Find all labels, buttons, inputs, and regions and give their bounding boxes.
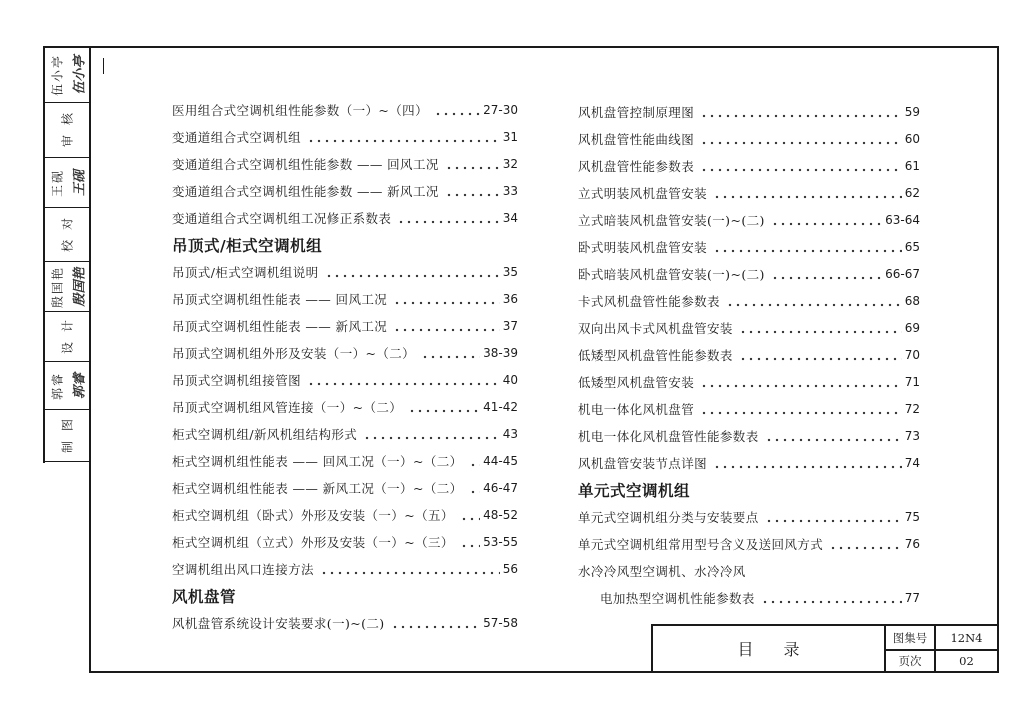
toc-entry (172, 474, 518, 501)
toc-entry-page: 69 (904, 320, 920, 335)
toc-entry (172, 150, 518, 177)
toc-entry (172, 96, 518, 123)
toc-entry-title: 变通道组合式空调机组 (172, 129, 302, 145)
dot-leader (469, 454, 481, 467)
toc-entry-page: 27-30 (483, 102, 518, 117)
toc-entry-page: 73 (904, 428, 920, 443)
toc-entry-title: 吊顶式空调机组性能表 —— 新风工况 (172, 318, 388, 334)
toc-entry (578, 368, 920, 395)
atlas-number-label: 图集号 (892, 630, 928, 645)
toc-entry (578, 260, 920, 287)
toc-entry-title: 医用组合式空调机组性能参数（一）~（四） (172, 102, 428, 118)
toc-entry-page: 74 (904, 455, 920, 470)
signer-name: 殷国艳 (50, 265, 65, 308)
toc-entry (578, 584, 920, 611)
atlas-number: 12N4 (950, 630, 983, 645)
toc-entry-title: 变通道组合式空调机组性能参数 —— 新风工况 (172, 183, 439, 199)
toc-entry-page: 75 (904, 509, 920, 524)
dot-leader (739, 348, 902, 361)
dot-leader (713, 240, 902, 253)
dot-leader (393, 292, 500, 305)
toc-entry-page: 76 (904, 536, 920, 551)
toc-entry-title: 吊顶式空调机组外形及安装（一）~（二） (172, 345, 416, 361)
toc-entry (172, 285, 518, 312)
frame-top-border (43, 46, 999, 48)
toc-left-column (172, 96, 518, 636)
toc-entry (578, 530, 920, 557)
toc-entry-page: 33 (502, 183, 518, 198)
toc-entry-title: 吊顶式/柜式空调机组说明 (172, 264, 319, 280)
toc-entry-page: 66-67 (885, 266, 920, 281)
toc-entry-title: 空调机组出风口连接方法 (172, 561, 314, 577)
toc-entry-title: 单元式空调机组分类与安装要点 (578, 509, 759, 525)
toc-entry (172, 393, 518, 420)
dot-leader (421, 346, 480, 359)
role-cell (44, 103, 90, 158)
toc-entry-page: 77 (904, 590, 920, 605)
toc-entry-page: 59 (904, 104, 920, 119)
dot-leader (771, 213, 882, 226)
toc-entry (578, 341, 920, 368)
dot-leader (445, 157, 500, 170)
toc-entry-title: 卡式风机盘管性能参数表 (578, 293, 720, 309)
toc-entry-page: 44-45 (483, 453, 518, 468)
dot-leader (307, 130, 500, 143)
toc-entry-title: 机电一体化风机盘管 (578, 401, 695, 417)
toc-entry (578, 422, 920, 449)
toc-entry (578, 449, 920, 476)
toc-entry-title: 柜式空调机组性能表 —— 回风工况（一）~（二） (172, 453, 463, 469)
toc-entry-page: 34 (502, 210, 518, 225)
toc-entry (578, 179, 920, 206)
toc-entry-title: 柜式空调机组性能表 —— 新风工况（一）~（二） (172, 480, 463, 496)
toc-entry-title: 风机盘管性能曲线图 (578, 131, 695, 147)
toc-entry-page: 43 (502, 426, 518, 441)
toc-entry-page: 71 (904, 374, 920, 389)
toc-entry-page: 62 (904, 185, 920, 200)
toc-entry (172, 177, 518, 204)
signature-cell (44, 47, 90, 103)
corner-mark (103, 58, 104, 74)
dot-leader (726, 294, 902, 307)
toc-entry-page: 46-47 (483, 480, 518, 495)
toc-entry-title: 低矮型风机盘管性能参数表 (578, 347, 733, 363)
dot-leader (700, 159, 902, 172)
toc-entry-title: 卧式明装风机盘管安装 (578, 239, 708, 255)
toc-entry (172, 339, 518, 366)
handwritten-signature: 郭睿 (72, 372, 88, 399)
signer-name: 郭睿 (50, 371, 65, 400)
toc-section-heading: 风机盘管 (172, 587, 237, 606)
dot-leader (700, 375, 902, 388)
toc-entry-title: 机电一体化风机盘管性能参数表 (578, 428, 759, 444)
dot-leader (713, 186, 902, 199)
handwritten-signature: 王砚 (72, 169, 88, 196)
toc-entry (172, 258, 518, 285)
toc-entry-page: 38-39 (483, 345, 518, 360)
signer-name: 伍小亭 (50, 53, 65, 96)
dot-leader (408, 400, 480, 413)
frame-bottom-border (89, 671, 999, 673)
toc-entry (578, 125, 920, 152)
frame-right-border (997, 46, 999, 673)
dot-leader (460, 508, 480, 521)
toc-entry-title: 吊顶式空调机组风管连接（一）~（二） (172, 399, 403, 415)
toc-entry-page: 57-58 (483, 615, 518, 630)
toc-entry-title: 立式暗装风机盘管安装(一)~(二) (578, 212, 765, 228)
handwritten-signature: 殷国艳 (72, 266, 88, 307)
signature-cell (44, 362, 90, 410)
toc-section-heading: 吊顶式/柜式空调机组 (172, 236, 323, 255)
toc-entry-page: 70 (904, 347, 920, 362)
toc-entry-page: 60 (904, 131, 920, 146)
toc-entry (578, 503, 920, 530)
dot-leader (761, 591, 902, 604)
toc-entry-title: 变通道组合式空调机组工况修正系数表 (172, 210, 392, 226)
toc-entry (578, 152, 920, 179)
toc-entry-title: 变通道组合式空调机组性能参数 —— 回风工况 (172, 156, 439, 172)
dot-leader (739, 321, 902, 334)
toc-entry (172, 528, 518, 555)
dot-leader (700, 132, 902, 145)
dot-leader (460, 535, 480, 548)
toc-entry-title: 吊顶式空调机组接管图 (172, 372, 302, 388)
toc-entry (578, 206, 920, 233)
toc-entry (172, 447, 518, 474)
dot-leader (771, 267, 882, 280)
dot-leader (765, 510, 902, 523)
toc-entry (578, 395, 920, 422)
toc-entry (172, 501, 518, 528)
toc-entry (578, 98, 920, 125)
toc-entry (172, 312, 518, 339)
toc-entry-title: 风机盘管系统设计安装要求(一)~(二) (172, 615, 385, 631)
toc-entry (172, 609, 518, 636)
toc-entry-title: 柜式空调机组/新风机组结构形式 (172, 426, 358, 442)
toc-entry-page: 48-52 (483, 507, 518, 522)
toc-entry-page: 40 (502, 372, 518, 387)
toc-entry (578, 233, 920, 260)
toc-entry-page: 41-42 (483, 399, 518, 414)
dot-leader (307, 373, 500, 386)
toc-entry-page: 35 (502, 264, 518, 279)
role-cell (44, 208, 90, 262)
toc-entry-title: 电加热型空调机性能参数表 (600, 590, 755, 606)
toc-entry (172, 420, 518, 447)
toc-entry-page: 36 (502, 291, 518, 306)
page-number: 02 (959, 654, 974, 668)
role-cell (44, 309, 90, 362)
dot-leader (445, 184, 500, 197)
dot-leader (325, 265, 500, 278)
dot-leader (469, 481, 481, 494)
dot-leader (434, 103, 480, 116)
toc-entry-title: 水冷冷风型空调机、水冷冷风 (578, 563, 746, 579)
role-label: 制图 (60, 408, 75, 453)
toc-entry-page: 63-64 (885, 212, 920, 227)
role-label: 校对 (60, 207, 75, 252)
toc-section-heading: 单元式空调机组 (578, 481, 691, 500)
toc-entry-continued (578, 557, 920, 584)
toc-entry-page: 61 (904, 158, 920, 173)
dot-leader (393, 319, 500, 332)
toc-entry-title: 卧式暗装风机盘管安装(一)~(二) (578, 266, 765, 282)
toc-entry-title: 柜式空调机组（卧式）外形及安装（一）~（五） (172, 507, 454, 523)
toc-entry (172, 204, 518, 231)
toc-entry-page: 32 (502, 156, 518, 171)
role-label: 设计 (60, 309, 75, 354)
toc-entry-page: 31 (502, 129, 518, 144)
toc-entry-title: 单元式空调机组常用型号含义及送回风方式 (578, 536, 824, 552)
role-cell (44, 410, 90, 462)
toc-entry-title: 立式明装风机盘管安装 (578, 185, 708, 201)
sheet-title: 目录 (737, 640, 830, 659)
toc-entry-page: 53-55 (483, 534, 518, 549)
dot-leader (391, 616, 481, 629)
signer-name: 王砚 (50, 168, 65, 197)
page-number-label: 页次 (898, 654, 922, 668)
toc-entry (172, 366, 518, 393)
dot-leader (765, 429, 902, 442)
toc-entry-title: 双向出风卡式风机盘管安装 (578, 320, 733, 336)
role-label: 审核 (60, 102, 75, 148)
toc-right-column (578, 98, 920, 611)
toc-entry-title: 低矮型风机盘管安装 (578, 374, 695, 390)
toc-entry-title: 风机盘管安装节点详图 (578, 455, 708, 471)
toc-entry-title: 柜式空调机组（立式）外形及安装（一）~（三） (172, 534, 454, 550)
dot-leader (829, 537, 902, 550)
toc-entry (172, 555, 518, 582)
toc-entry-title: 风机盘管性能参数表 (578, 158, 695, 174)
dot-leader (700, 105, 902, 118)
toc-entry (578, 287, 920, 314)
dot-leader (320, 562, 500, 575)
toc-entry (578, 314, 920, 341)
signature-cell (44, 262, 90, 312)
toc-entry-title: 风机盘管控制原理图 (578, 104, 695, 120)
signature-cell (44, 158, 90, 208)
dot-leader (713, 456, 902, 469)
toc-entry (172, 123, 518, 150)
toc-entry-title: 吊顶式空调机组性能表 —— 回风工况 (172, 291, 388, 307)
toc-entry-page: 56 (502, 561, 518, 576)
dot-leader (397, 211, 499, 224)
toc-entry-page: 37 (502, 318, 518, 333)
toc-entry-page: 68 (904, 293, 920, 308)
toc-entry-page: 65 (904, 239, 920, 254)
dot-leader (363, 427, 500, 440)
handwritten-signature: 伍小亭 (72, 54, 88, 95)
dot-leader (700, 402, 902, 415)
toc-entry-page: 72 (904, 401, 920, 416)
